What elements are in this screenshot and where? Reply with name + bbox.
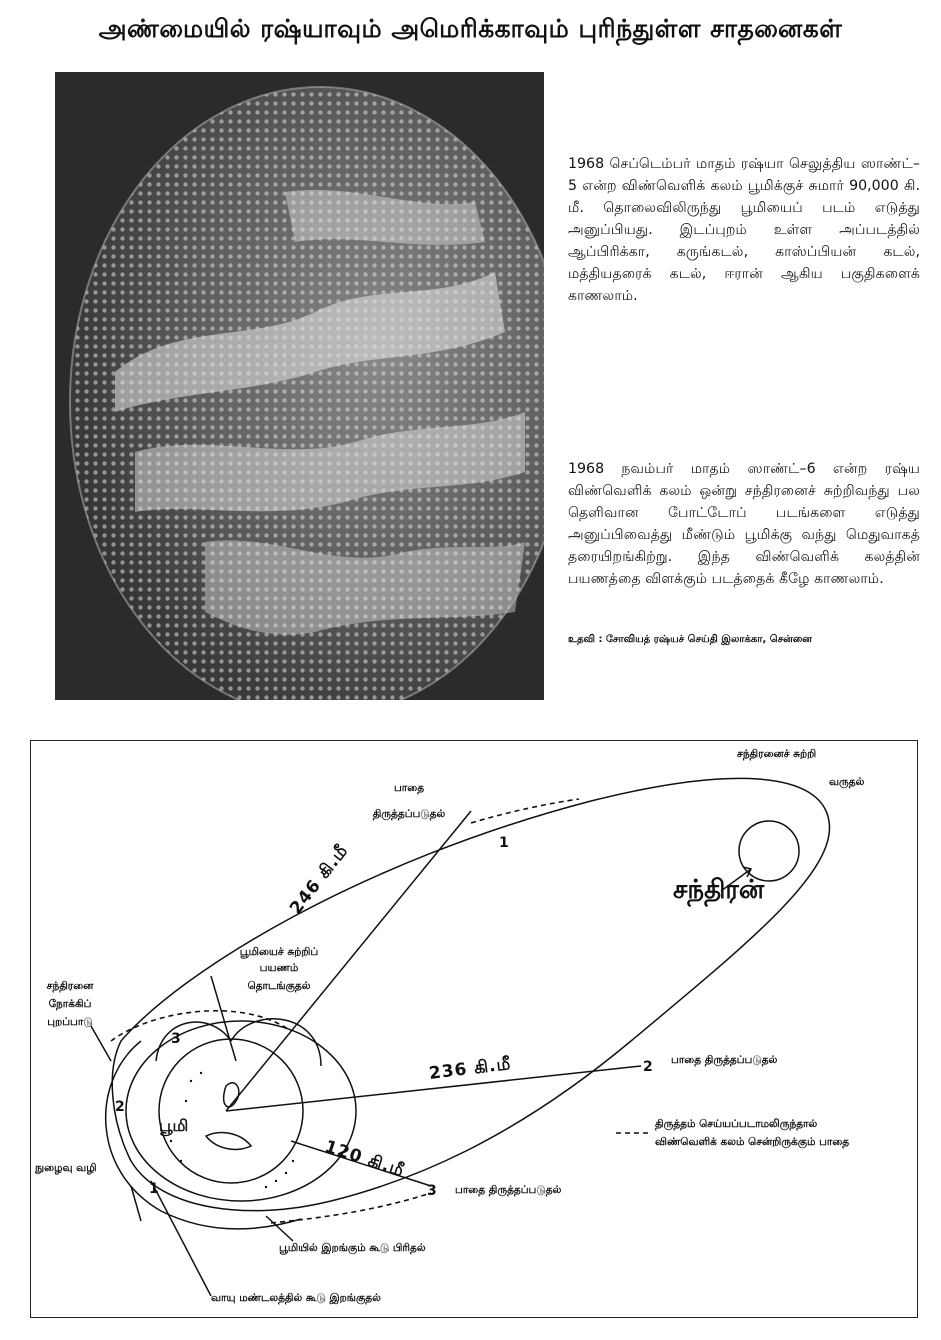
earth-label: பூமி — [159, 1116, 189, 1135]
correction-number-2-left: 2 — [115, 1099, 125, 1115]
moon-departure-label-2: நோக்கிப் — [48, 998, 92, 1010]
trajectory-drawing — [31, 741, 917, 1317]
paragraph-zond6: 1968 நவம்பர் மாதம் ஸாண்ட்–6 என்ற ரஷ்ய விண்வெளிக் கலம் ஒன்று சந்திரனைச் சுற்றிவந்து பல தெளிவான போட்டோப் படங்களை எடுத்து அனுப்பிவைத்து மீண்டும் பூமிக்கு வந்து மெதுவாகத் தரையிறங்கிற்று. இந்த விண்வெளிக் கலத்தின் பயணத்தை விளக்கும் படத்தைக் கீழே காணலாம். — [568, 461, 920, 587]
correction-number-1-left: 1 — [149, 1181, 159, 1197]
distance-label-246: 246 கி.மீ — [286, 840, 353, 919]
distance-label-120: 120 கி.மீ — [322, 1136, 407, 1182]
moon-departure-label-3: புறப்பாடு — [47, 1016, 93, 1028]
moon-departure-label-1: சந்திரனை — [46, 980, 94, 992]
earth-orbit-start-label-2: பயணம் — [259, 962, 299, 974]
page-title: அண்மையில் ரஷ்யாவும் அமெரிக்காவும் புரிந்துள்ள சாதனைகள் — [98, 14, 843, 43]
earth-orbit — [126, 1021, 356, 1201]
correction-top-label-2: திருத்தப்படுதல் — [372, 808, 446, 820]
paragraph-zond5: 1968 செப்டெம்பர் மாதம் ரஷ்யா செலுத்திய ஸாண்ட்–5 என்ற விண்வெளிக் கலம் பூமிக்குச் சுமார் 90,000 கி. மீ. தொலைவிலிருந்து பூமியைப் படம் எடுத்து அனுப்பியது. இடப்புறம் உள்ள அப்படத்தில் ஆப்பிரிக்கா, கருங்கடல், காஸ்ப்பியன் கடல், மத்தியதரைக் கடல், ஈரான் ஆகிய பகுதிகளைக் காணலாம். — [568, 156, 920, 304]
earth-orbit-start-label-1: பூமியைச் சுற்றிப் — [239, 946, 319, 958]
correction-number-1: 1 — [499, 835, 509, 851]
correction-number-3: 3 — [427, 1183, 437, 1199]
mission-diagram — [30, 740, 918, 1318]
correction-top-label-1: பாதை — [393, 782, 425, 794]
earth-orbit-start-label-3: தொடங்குதல் — [247, 980, 311, 992]
correction-number-3-left: 3 — [171, 1031, 181, 1047]
credit-line: உதவி : சோவியத் ரஷ்யச் செய்தி இலாக்கா, சென்னை — [568, 634, 812, 645]
entry-path-label: நுழைவு வழி — [35, 1162, 97, 1174]
moon-label: சந்திரன் — [673, 875, 765, 905]
correction-3-label: பாதை திருத்தப்படுதல் — [455, 1184, 562, 1196]
distance-label-236: 236 கி.மீ — [427, 1054, 513, 1084]
legend-line-2: விண்வெளிக் கலம் சென்றிருக்கும் பாதை — [655, 1136, 850, 1148]
correction-number-2: 2 — [643, 1059, 653, 1075]
atmosphere-capsule-label: வாயு மண்டலத்தில் கூடு இறங்குதல் — [211, 1292, 381, 1304]
moon-orbit-label: சந்திரனைச் சுற்றி — [737, 748, 817, 760]
landing-capsule-label: பூமியில் இறங்கும் கூடு பிரிதல் — [279, 1242, 426, 1254]
legend-line-1: திருத்தம் செய்யப்படாமலிருந்தால் — [655, 1118, 818, 1130]
correction-2-label: பாதை திருத்தப்படுதல் — [671, 1054, 778, 1066]
moon-orbit-label-2: வருதல் — [829, 776, 865, 788]
earth-photo — [55, 72, 544, 700]
